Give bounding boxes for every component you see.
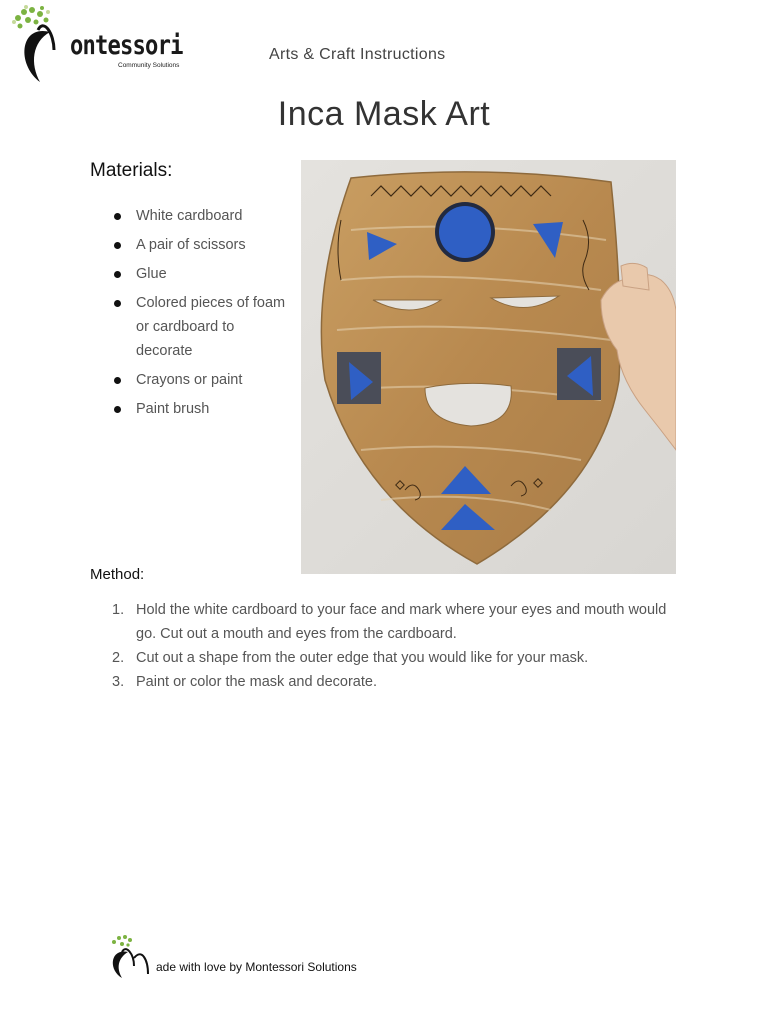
mask-photo [301, 160, 676, 574]
logo-wordmark: ontessori [70, 30, 183, 61]
list-item: White cardboard [110, 204, 290, 228]
footer-text: ade with love by Montessori Solutions [156, 960, 357, 974]
step-number: 2. [112, 650, 125, 666]
step-text: Paint or color the mask and decorate. [136, 674, 377, 690]
list-item: Crayons or paint [110, 368, 290, 392]
step-text: Cut out a shape from the outer edge that you would like for your mask. [136, 650, 589, 666]
footer [108, 934, 408, 980]
method-list [110, 598, 670, 694]
method-step [110, 670, 670, 694]
list-item: Glue [110, 262, 290, 286]
method-step [110, 646, 670, 670]
step-text: Hold the white cardboard to your face and mark where your eyes and mouth would go. Cut out a mouth and eyes from the cardboard. [136, 602, 667, 642]
page-title: Inca Mask Art [277, 95, 491, 133]
method-step [110, 598, 670, 646]
montessori-logo [10, 4, 190, 88]
footer-logo-icon [108, 934, 154, 980]
step-number: 3. [112, 674, 125, 690]
header-label: Arts & Craft Instructions [269, 46, 446, 63]
step-number: 1. [112, 602, 125, 618]
mask-illustration [301, 160, 676, 574]
list-item: Paint brush [110, 397, 290, 421]
materials-heading: Materials: [90, 160, 173, 181]
list-item: A pair of scissors [110, 233, 290, 257]
materials-list [110, 204, 290, 426]
list-item: Colored pieces of foam or cardboard to decorate [110, 291, 290, 363]
method-heading: Method: [90, 566, 145, 583]
logo-subtitle: Community Solutions [118, 62, 180, 69]
